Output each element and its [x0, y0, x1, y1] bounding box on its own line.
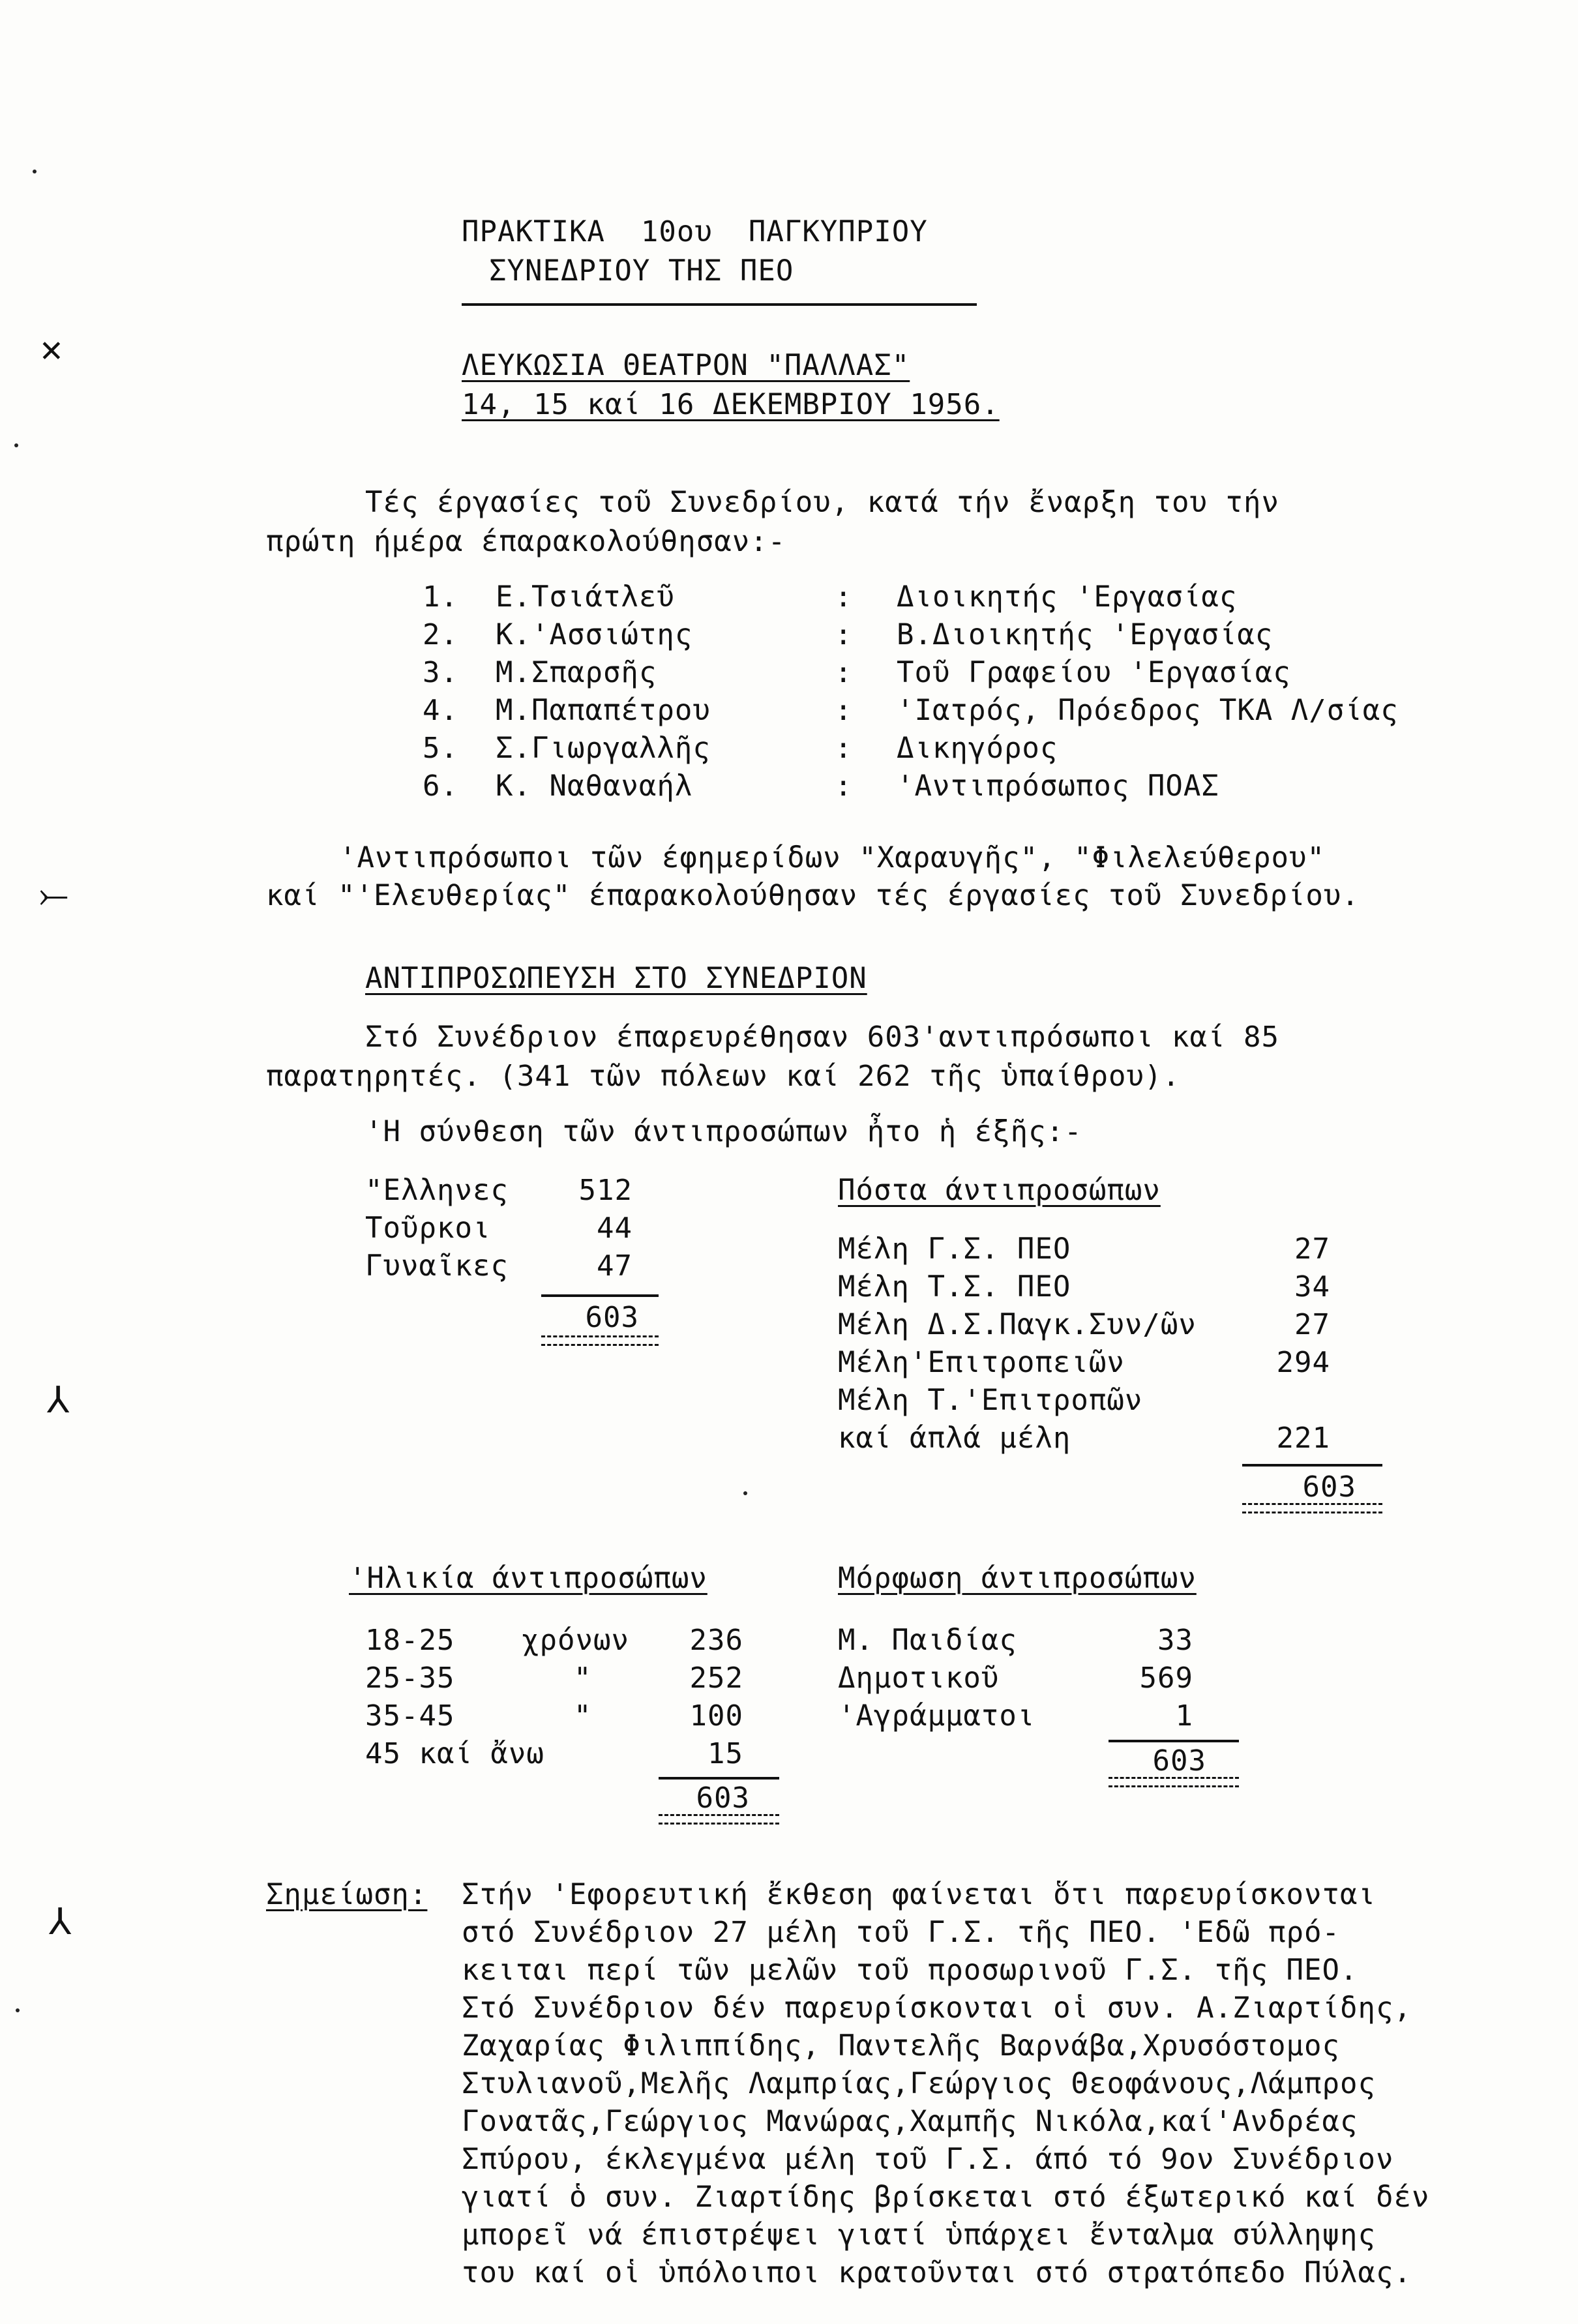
- date-line: 14, 15 καί 16 ΔΕΚΕΜΒΡΙΟΥ 1956.: [462, 388, 1000, 421]
- post-value: 27: [1294, 1308, 1330, 1341]
- total-rule: [659, 1777, 779, 1780]
- attendee-number: 2.: [423, 618, 458, 651]
- post-value: 27: [1294, 1232, 1330, 1266]
- margin-mark: ⅄: [49, 1901, 72, 1943]
- note-line: Σπύρου, έκλεγμένα μέλη τοῦ Γ.Σ. άπό τό 9ον Συνέδριον: [462, 2143, 1394, 2176]
- age-range: 35-45: [365, 1699, 455, 1733]
- note-line: Γονατᾶς,Γεώργιος Μανώρας,Χαμπῆς Νικόλα,καί'Ανδρέας: [462, 2105, 1358, 2138]
- attendee-role: Δικηγόρος: [897, 732, 1058, 765]
- intro-line-2: πρώτη ήμέρα έπαρακολούθησαν:-: [266, 525, 786, 558]
- ethnicity-label: Τοῦρκοι: [365, 1212, 491, 1245]
- age-value: 252: [689, 1661, 743, 1695]
- margin-mark: ⤚: [39, 874, 68, 916]
- place-line: ΛΕΥΚΩΣΙΑ ΘΕΑΤΡΟΝ "ΠΑΛΛΑΣ": [462, 349, 910, 382]
- title-line-2: ΣΥΝΕΔΡΙΟΥ ΤΗΣ ΠΕΟ: [489, 254, 794, 288]
- margin-mark: ⅄: [47, 1379, 70, 1422]
- margin-dot: [14, 443, 18, 447]
- age-range: 18-25: [365, 1624, 455, 1657]
- title-rule: [462, 303, 977, 306]
- attendee-role: Διοικητής 'Εργασίας: [897, 580, 1238, 614]
- post-label: Μέλη Δ.Σ.Παγκ.Συν/ῶν: [838, 1308, 1197, 1341]
- attendee-number: 5.: [423, 732, 458, 765]
- education-label: 'Αγράμματοι: [838, 1699, 1035, 1733]
- posts-heading: Πόστα άντιπροσώπων: [838, 1174, 1161, 1207]
- double-underline: [1109, 1777, 1239, 1787]
- education-label: Μ. Παιδίας: [838, 1624, 1017, 1657]
- composition-line: 'Η σύνθεση τῶν άντιπροσώπων ἦτο ἡ έξῆς:-: [365, 1115, 1082, 1148]
- double-underline: [1242, 1503, 1382, 1513]
- ethnicity-value: 47: [597, 1249, 633, 1283]
- post-label: Μέλη Τ.Σ. ΠΕΟ: [838, 1270, 1071, 1304]
- margin-dot: [33, 170, 37, 173]
- ethnicity-value: 512: [578, 1174, 633, 1207]
- ethnicity-total: 603: [585, 1301, 639, 1334]
- education-label: Δημοτικοῦ: [838, 1661, 1000, 1695]
- attendee-role: 'Αντιπρόσωπος ΠΟΑΣ: [897, 769, 1219, 803]
- post-label: Μέλη Τ.'Επιτροπῶν: [838, 1384, 1143, 1417]
- attendee-separator: :: [835, 580, 853, 614]
- attendee-separator: :: [835, 656, 853, 689]
- attendee-number: 1.: [423, 580, 458, 614]
- attendee-name: Σ.Γιωργαλλῆς: [496, 732, 711, 765]
- attendee-name: Ε.Τσιάτλεῦ: [496, 580, 675, 614]
- margin-dot: [16, 2008, 20, 2012]
- representation-heading: ΑΝΤΙΠΡΟΣΩΠΕΥΣΗ ΣΤΟ ΣΥΝΕΔΡΙΟΝ: [365, 962, 867, 995]
- note-line: Στυλιανοῦ,Μελῆς Λαμπρίας,Γεώργιος Θεοφάνους,Λάμπρος: [462, 2067, 1377, 2100]
- ethnicity-label: Γυναῖκες: [365, 1249, 509, 1283]
- education-value: 569: [1139, 1661, 1193, 1695]
- note-line: Ζαχαρίας Φιλιππίδης, Παντελῆς Βαρνάβα,Χρυσόστομος: [462, 2029, 1341, 2063]
- note-line: γιατί ὁ συν. Ζιαρτίδης βρίσκεται στό έξωτερικό καί δέν: [462, 2181, 1430, 2214]
- post-value: 221: [1276, 1422, 1330, 1455]
- attendee-name: Μ.Παπαπέτρου: [496, 694, 711, 727]
- double-underline: [659, 1814, 779, 1825]
- margin-dot: [743, 1491, 747, 1495]
- education-value: 1: [1175, 1699, 1193, 1733]
- age-unit: ": [574, 1661, 592, 1695]
- age-unit: ": [574, 1699, 592, 1733]
- ethnicity-value: 44: [597, 1212, 633, 1245]
- double-underline: [541, 1335, 659, 1346]
- note-line: μπορεῖ νά έπιστρέψει γιατί ὑπάρχει ἔνταλμα σύλληψης: [462, 2218, 1377, 2252]
- total-rule: [1109, 1740, 1239, 1742]
- attendee-separator: :: [835, 769, 853, 803]
- note-line: Στήν 'Εφορευτική ἔκθεση φαίνεται ὅτι παρευρίσκονται: [462, 1878, 1377, 1911]
- education-value: 33: [1157, 1624, 1193, 1657]
- post-value: 34: [1294, 1270, 1330, 1304]
- ethnicity-label: "Ελληνες: [365, 1174, 509, 1207]
- post-value: 294: [1276, 1346, 1330, 1379]
- attendee-number: 6.: [423, 769, 458, 803]
- title-line-1: ΠΡΑΚΤΙΚΑ 10ου ΠΑΓΚΥΠΡΙΟΥ: [462, 215, 928, 248]
- attendee-separator: :: [835, 694, 853, 727]
- education-heading: Μόρφωση άντιπροσώπων: [838, 1562, 1197, 1595]
- age-range: 45 καί ἄνω: [365, 1737, 544, 1770]
- press-line-2: καί "'Ελευθερίας" έπαρακολούθησαν τές έργασίες τοῦ Συνεδρίου.: [266, 879, 1360, 912]
- age-value: 100: [689, 1699, 743, 1733]
- age-total: 603: [696, 1781, 750, 1815]
- age-value: 15: [707, 1737, 743, 1770]
- post-label: Μέλη Γ.Σ. ΠΕΟ: [838, 1232, 1071, 1266]
- attendee-role: Β.Διοικητής 'Εργασίας: [897, 618, 1273, 651]
- age-unit: χρόνων: [522, 1624, 629, 1657]
- age-value: 236: [689, 1624, 743, 1657]
- education-total: 603: [1152, 1744, 1206, 1778]
- note-line: στό Συνέδριον 27 μέλη τοῦ Γ.Σ. τῆς ΠΕΟ. 'Εδῶ πρό-: [462, 1916, 1341, 1949]
- posts-total: 603: [1302, 1470, 1356, 1504]
- attendee-separator: :: [835, 732, 853, 765]
- note-line: του καί οἱ ὑπόλοιποι κρατοῦνται στό στρατόπεδο Πύλας.: [462, 2256, 1412, 2289]
- note-line: Στό Συνέδριον δέν παρευρίσκονται οἱ συν. Α.Ζιαρτίδης,: [462, 1991, 1412, 2025]
- attendee-role: Τοῦ Γραφείου 'Εργασίας: [897, 656, 1291, 689]
- attendee-name: Μ.Σπαρσῆς: [496, 656, 657, 689]
- total-rule: [1242, 1464, 1382, 1467]
- attendee-number: 4.: [423, 694, 458, 727]
- attendee-separator: :: [835, 618, 853, 651]
- note-line: κειται περί τῶν μελῶν τοῦ προσωρινοῦ Γ.Σ. τῆς ΠΕΟ.: [462, 1954, 1358, 1987]
- representation-line-1: Στό Συνέδριον έπαρευρέθησαν 603'αντιπρόσωποι καί 85: [365, 1020, 1280, 1054]
- attendee-role: 'Ιατρός, Πρόεδρος ΤΚΑ Λ/σίας: [897, 694, 1399, 727]
- post-label: Μέλη'Επιτροπειῶν: [838, 1346, 1125, 1379]
- attendee-number: 3.: [423, 656, 458, 689]
- attendee-name: Κ. Ναθαναήλ: [496, 769, 693, 803]
- age-heading: 'Ηλικία άντιπροσώπων: [349, 1562, 707, 1595]
- representation-line-2: παρατηρητές. (341 τῶν πόλεων καί 262 τῆς ὑπαίθρου).: [266, 1060, 1181, 1093]
- total-rule: [541, 1294, 659, 1297]
- margin-mark: ✕: [40, 328, 63, 370]
- press-line-1: 'Αντιπρόσωποι τῶν έφημερίδων "Χαραυγῆς", "Φιλελεύθερου": [339, 841, 1325, 874]
- intro-line-1: Τές έργασίες τοῦ Συνεδρίου, κατά τήν ἔναρξη του τήν: [365, 486, 1280, 519]
- attendee-name: Κ.'Ασσιώτης: [496, 618, 693, 651]
- post-label: καί άπλά μέλη: [838, 1422, 1071, 1455]
- note-label: Σημείωση:: [266, 1878, 428, 1911]
- age-range: 25-35: [365, 1661, 455, 1695]
